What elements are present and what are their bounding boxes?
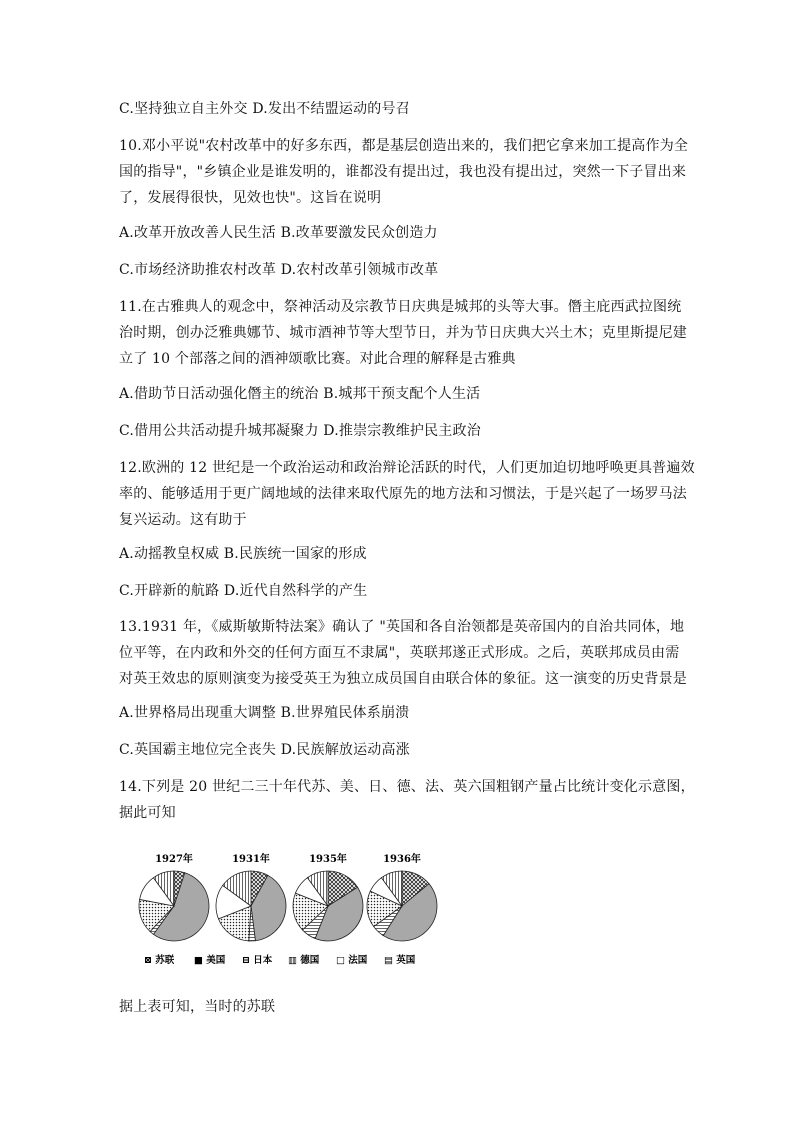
legend-item-5: ▤ 英国 [384, 955, 416, 966]
q13-stem-line-1: 13.1931 年，《威斯敏斯特法案》确认了 "英国和各自治领都是英帝国内的自治共同体，地 [119, 619, 685, 635]
q13-options-cd: C.英国霸主地位完全丧失 D.民族解放运动高涨 [119, 742, 410, 758]
legend-item-1: ■ 美国 [194, 955, 226, 966]
q10-options-ab: A.改革开放改善人民生活 B.改革要激发民众创造力 [119, 225, 438, 241]
q10-options-cd: C.市场经济助推农村改革 D.农村改革引领城市改革 [119, 262, 439, 278]
q13-options-ab: A.世界格局出现重大调整 B.世界殖民体系崩溃 [119, 705, 410, 721]
q12-stem-line-1: 12.欧洲的 12 世纪是一个政治运动和政治辩论活跃的时代，人们更加迫切地呼唤更具普遍效 [119, 460, 695, 476]
q14-after-chart: 据上表可知，当时的苏联 [119, 999, 276, 1015]
q13-stem-line-2: 位平等，在内政和外交的任何方面互不隶属"，英联邦遂正式形成。之后，英联邦成员由需 [119, 645, 680, 661]
q12-stem-line-2: 率的、能够适用于更广阔地域的法律来取代原先的地方法和习惯法，于是兴起了一场罗马法 [119, 486, 687, 502]
pie-chart-svg [136, 846, 446, 976]
q10-stem-line-2: 国的指导"，"乡镇企业是谁发明的，谁都没有提出过，我也没有提出过，突然一下子冒出来 [119, 164, 687, 180]
q12-options-ab: A.动摇教皇权威 B.民族统一国家的形成 [119, 546, 367, 562]
pie-year-label: 1935年 [309, 854, 347, 865]
q9-options-cd: C.坚持独立自主外交 D.发出不结盟运动的号召 [119, 101, 410, 117]
legend-item-0: ⊠ 苏联 [144, 955, 175, 966]
q11-stem-line-2: 治时期，创办泛雅典娜节、城市酒神节等大型节日，并为节日庆典大兴土木；克里斯提尼建 [119, 325, 687, 341]
q11-stem-line-1: 11.在古雅典人的观念中，祭神活动及宗教节日庆典是城邦的头等大事。僭主庇西武拉图统 [119, 299, 682, 315]
q13-stem-line-3: 对英王效忠的原则演变为接受英王为独立成员国自由联合体的象征。这一演变的历史背景是 [119, 671, 687, 687]
q12-stem-line-3: 复兴运动。这有助于 [119, 512, 247, 528]
legend-item-2: ⊟ 日本 [242, 955, 273, 966]
pie-year-label: 1931年 [232, 854, 270, 865]
q14-stem-line-2: 据此可知 [119, 805, 176, 821]
legend-item-3: ▥ 德国 [288, 955, 320, 966]
legend-item-4: □ 法国 [336, 955, 368, 966]
q14-stem-line-1: 14.下列是 20 世纪二三十年代苏、美、日、德、法、英六国粗钢产量占比统计变化示意图， [119, 779, 695, 795]
q11-stem-line-3: 立了 10 个部落之间的酒神颂歌比赛。对此合理的解释是古雅典 [119, 351, 516, 367]
q11-options-cd: C.借用公共活动提升城邦凝聚力 D.推崇宗教维护民主政治 [119, 423, 481, 439]
steel-share-pie-charts [136, 846, 446, 976]
q10-stem-line-1: 10.邓小平说"农村改革中的好多东西，都是基层创造出来的，我们把它拿来加工提高作为全 [119, 138, 689, 154]
q10-stem-line-3: 了，发展得很快，见效也快"。这旨在说明 [119, 190, 382, 206]
q11-options-ab: A.借助节日活动强化僭主的统治 B.城邦干预支配个人生活 [119, 386, 481, 402]
pie-year-label: 1936年 [383, 854, 421, 865]
pie-year-label: 1927年 [155, 854, 193, 865]
q12-options-cd: C.开辟新的航路 D.近代自然科学的产生 [119, 583, 368, 599]
